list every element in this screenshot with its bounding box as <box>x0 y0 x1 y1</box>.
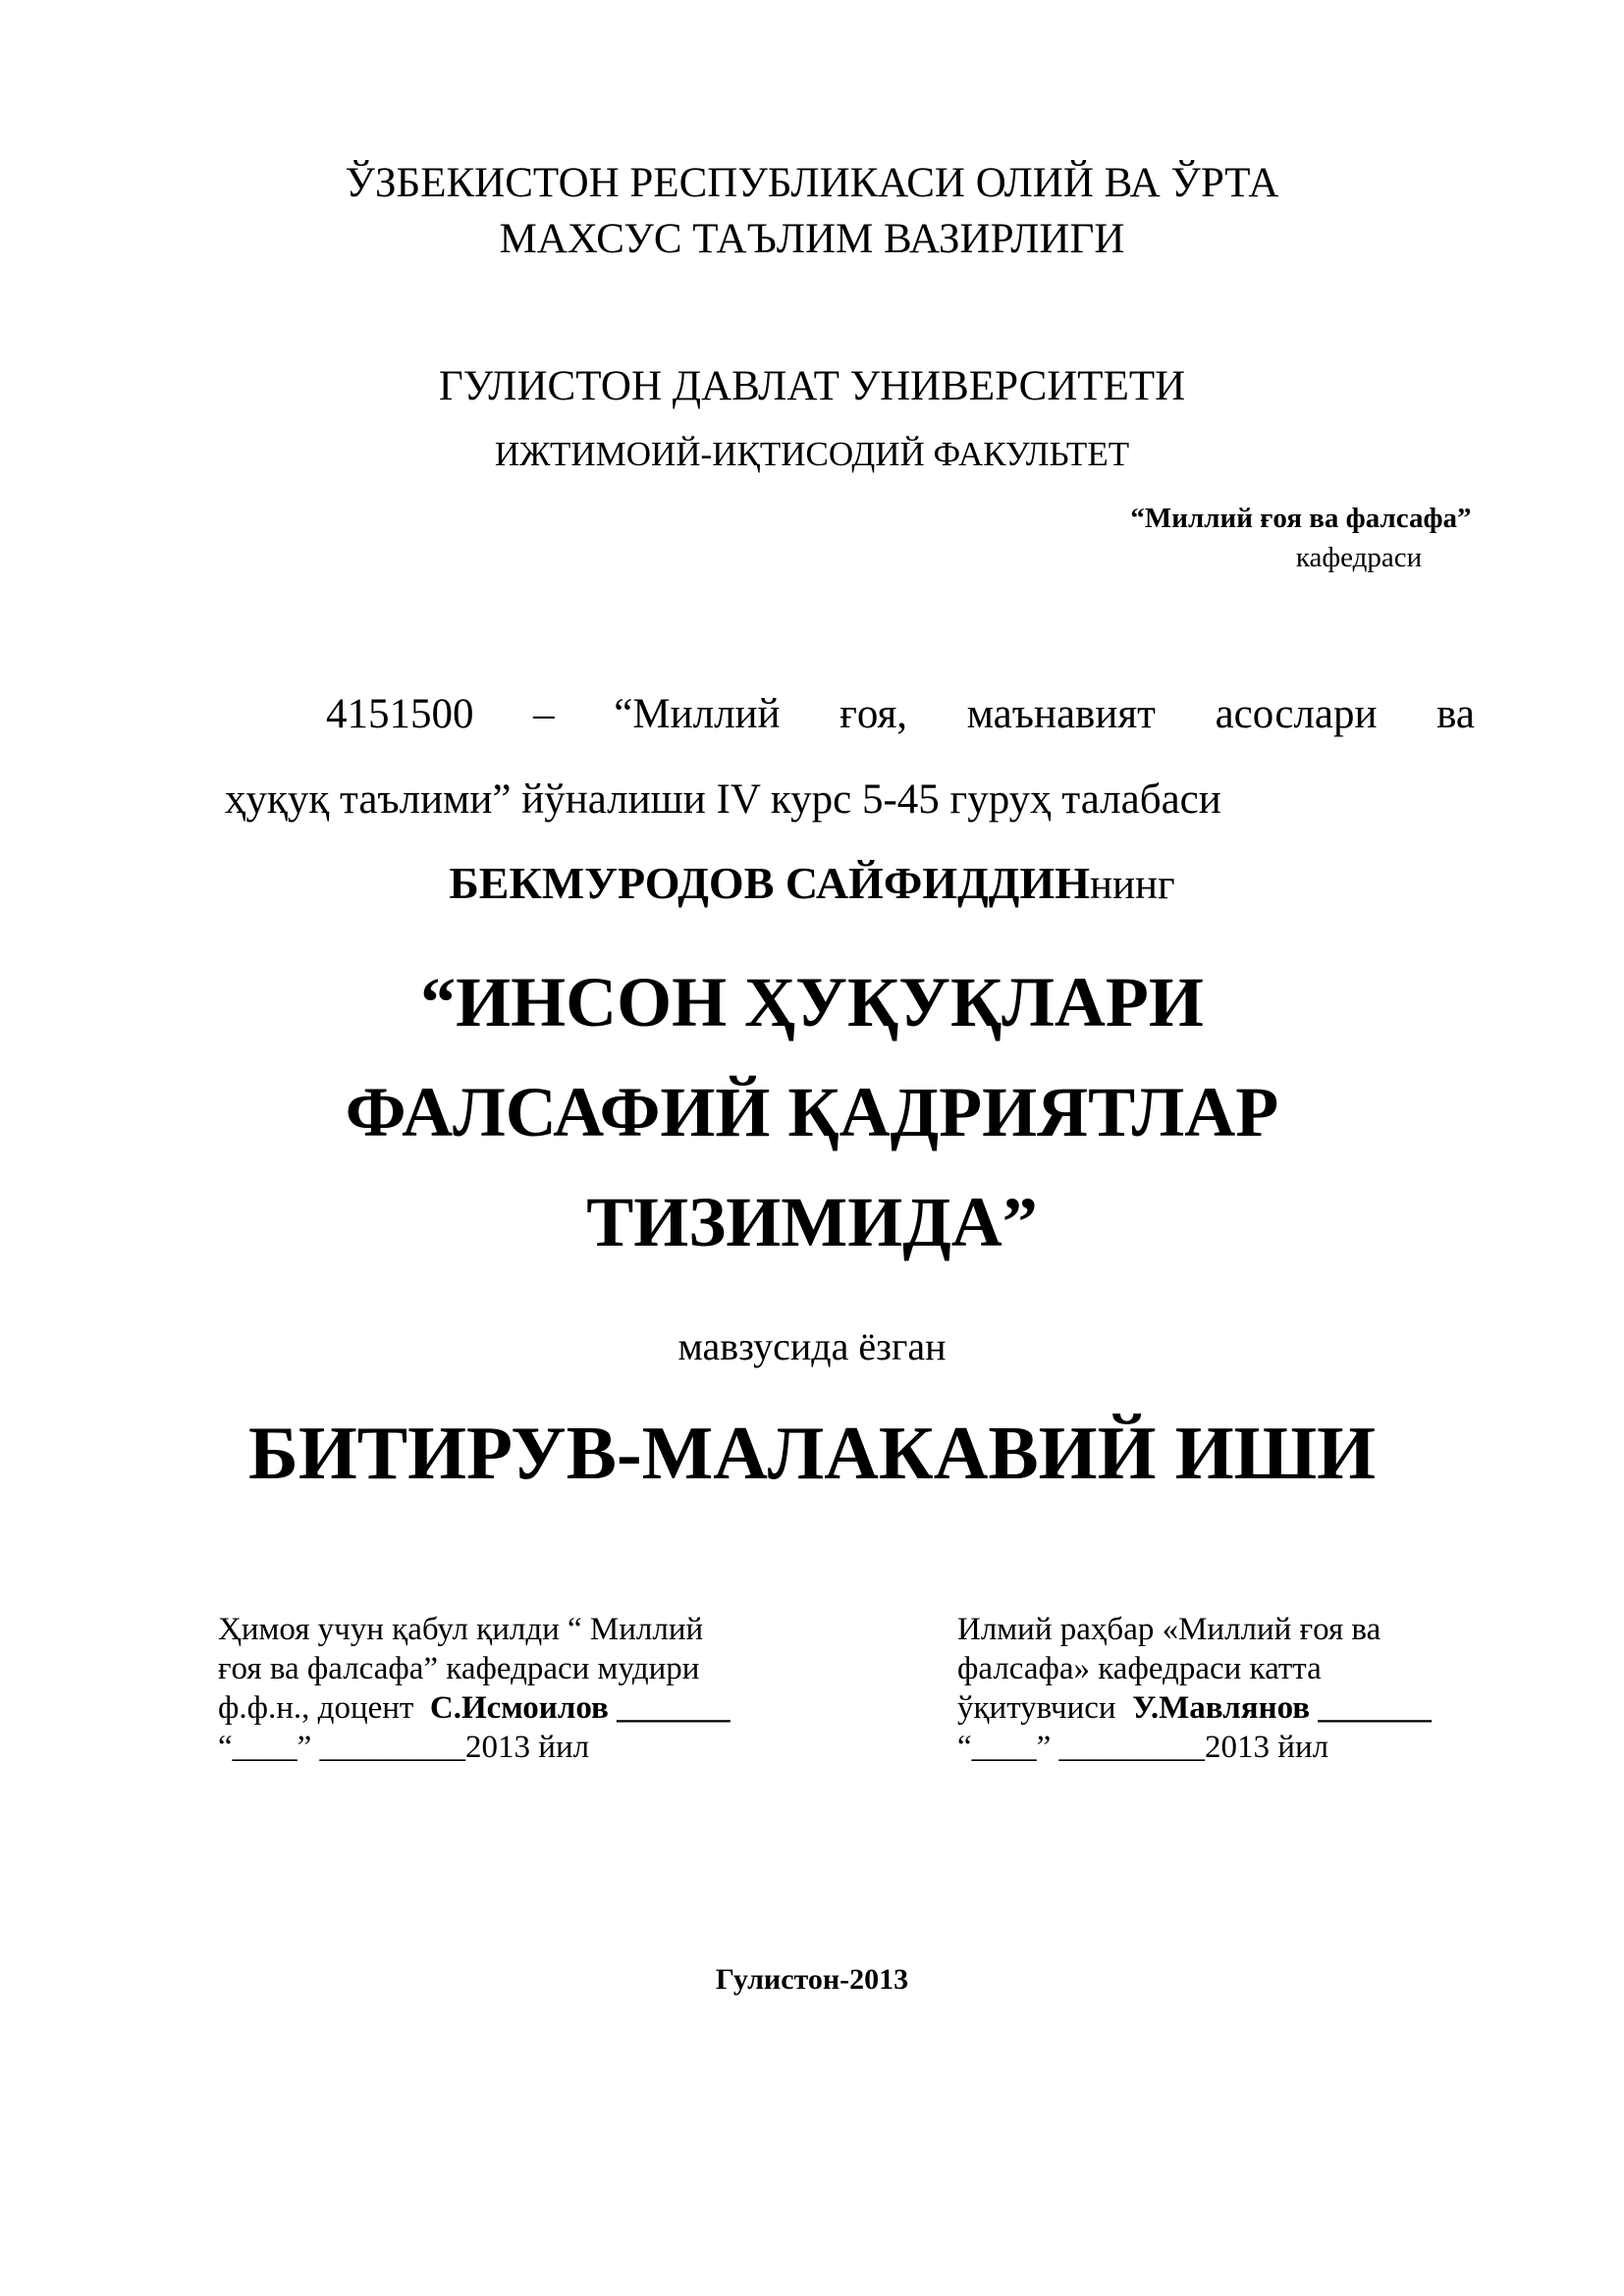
direction-word: асослари <box>1215 691 1378 737</box>
approval-line-3 <box>218 1688 731 1728</box>
supervisor-date-line: “____” _________2013 йил <box>957 1730 1329 1765</box>
supervisor-block <box>957 1610 1432 1767</box>
direction-word: ғоя, <box>839 691 908 737</box>
student-name-suffix: нинг <box>1089 862 1175 908</box>
direction-word: – <box>533 691 555 737</box>
head-of-department-name: С.Исмоилов <box>429 1690 609 1726</box>
student-name-line <box>0 854 1624 915</box>
ministry-heading <box>0 155 1624 267</box>
student-name: БЕКМУРОДОВ САЙФИДДИН <box>449 858 1090 908</box>
city-year: Гулистон-2013 <box>715 1963 909 1996</box>
ministry-line-2: МАХСУС ТАЪЛИМ ВАЗИРЛИГИ <box>499 216 1125 262</box>
defense-approval-block <box>218 1610 731 1767</box>
direction-line-1 <box>326 687 1475 742</box>
topic-line-3: ТИЗИМИДА” <box>586 1183 1038 1261</box>
supervisor-line-2: фалсафа» кафедраси катта <box>957 1651 1322 1686</box>
wrote-label: мавзусида ёзган <box>677 1324 947 1368</box>
approval-line-2: ғоя ва фалсафа” кафедраси мудири <box>218 1651 700 1686</box>
ministry-line-1: ЎЗБЕКИСТОН РЕСПУБЛИКАСИ ОЛИЙ ВА ЎРТА <box>345 160 1279 206</box>
topic-line-1: “ИНСОН ҲУҚУҚЛАРИ <box>420 963 1204 1041</box>
signature-blank: _______ <box>1310 1690 1432 1726</box>
supervisor-line-3 <box>957 1688 1432 1728</box>
supervisor-line-1: Илмий раҳбар «Миллий ғоя ва <box>957 1612 1381 1647</box>
direction-word: маънавият <box>966 691 1156 737</box>
direction-line-2: ҳуқуқ таълими” йўналиши IV курс 5-45 гуруҳ талабаси <box>225 776 1221 823</box>
approval-date-line: “____” _________2013 йил <box>218 1730 590 1765</box>
thesis-topic <box>0 947 1624 1277</box>
direction-word: ва <box>1436 691 1475 737</box>
approval-line-1: Ҳимоя учун қабул қилди “ Миллий <box>218 1612 704 1647</box>
work-type-title: БИТИРУВ-МАЛАКАВИЙ ИШИ <box>247 1411 1377 1495</box>
direction-word: “Миллий <box>614 691 781 737</box>
university-name: ГУЛИСТОН ДАВЛАТ УНИВЕРСИТЕТИ <box>438 363 1186 409</box>
department-word: кафедраси <box>1295 542 1423 573</box>
department-name: “Миллий ғоя ва фалсафа” <box>1130 503 1472 534</box>
faculty-name: ИЖТИМОИЙ-ИҚТИСОДИЙ ФАКУЛЬТЕТ <box>494 435 1130 473</box>
supervisor-title: ўқитувчиси <box>957 1690 1133 1726</box>
department-block <box>982 499 1571 577</box>
topic-line-2: ФАЛСАФИЙ ҚАДРИЯТЛАР <box>345 1073 1279 1151</box>
signature-blank: _______ <box>608 1690 731 1726</box>
supervisor-name: У.Мавлянов <box>1132 1690 1311 1726</box>
approval-title: ф.ф.н., доцент <box>218 1690 430 1726</box>
direction-word: 4151500 <box>326 691 474 737</box>
